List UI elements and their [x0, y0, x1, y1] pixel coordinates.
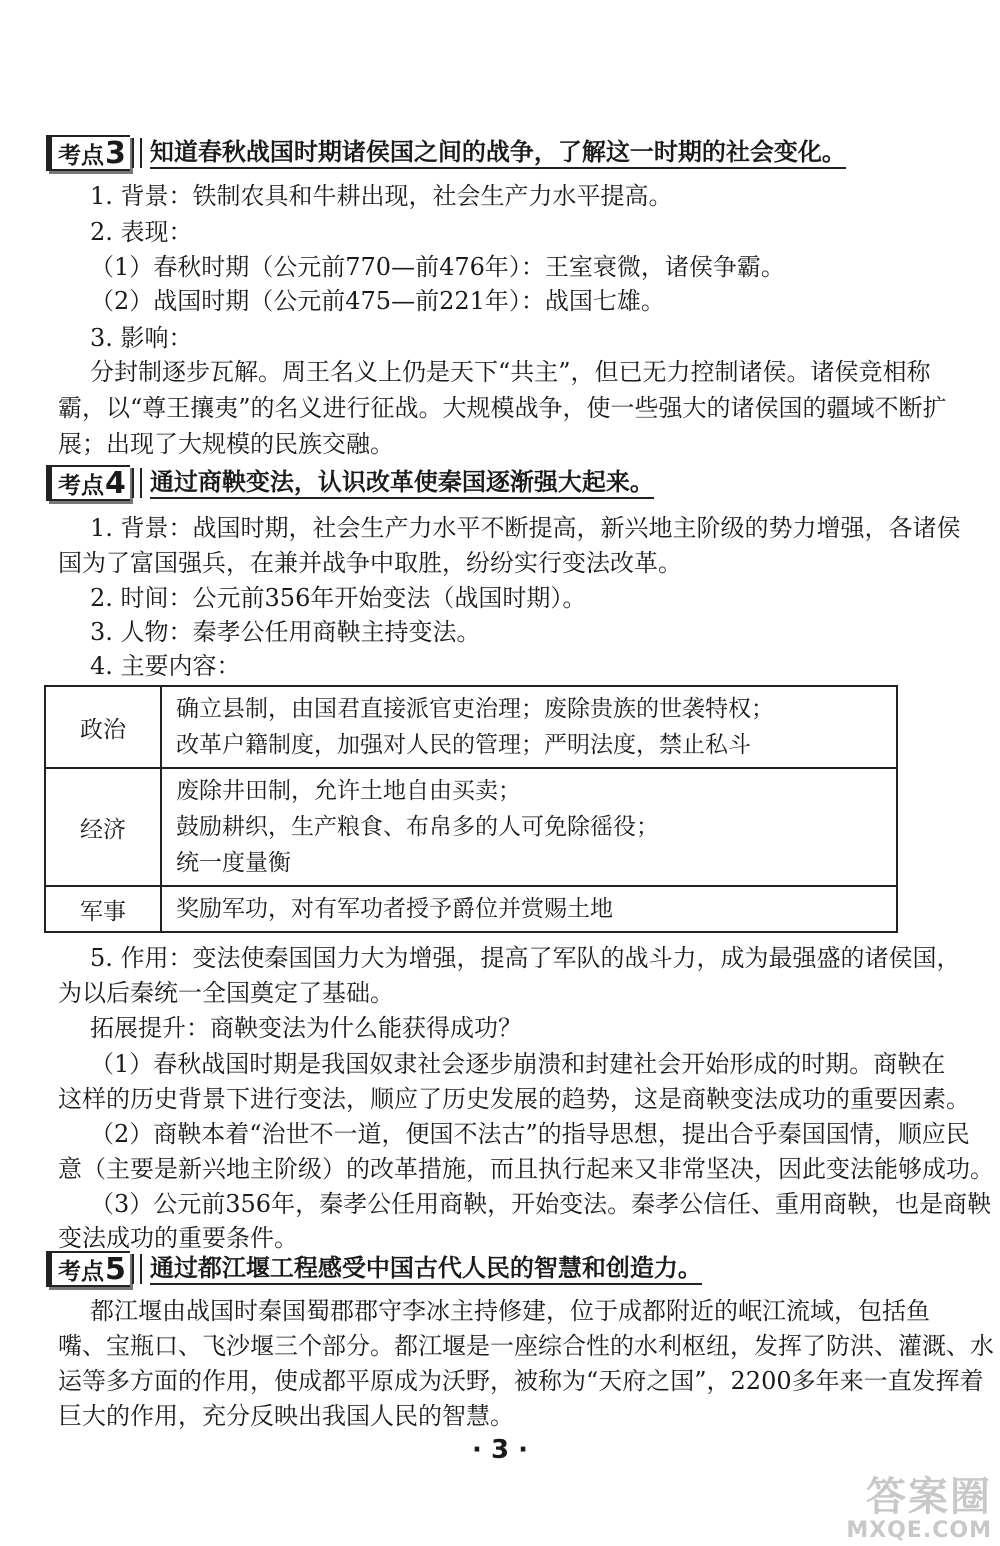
table-row — [45, 686, 897, 768]
page-number: · 3 · — [472, 1435, 528, 1465]
text-line: 嘴、宝瓶口、飞沙堰三个部分。都江堰是一座综合性的水利枢纽，发挥了防洪、灌溉、水 — [58, 1332, 994, 1360]
kaodian-badge: 考点 4 — [46, 465, 130, 501]
text-line: 分封制逐步瓦解。周王名义上仍是天下“共主”，但已无力控制诸侯。诸侯竞相称 — [90, 358, 931, 386]
text-line: （3）公元前356年，秦孝公任用商鞅，开始变法。秦孝公信任、重用商鞅，也是商鞅 — [90, 1190, 992, 1218]
section-heading-3 — [46, 136, 846, 170]
row-category: 政治 — [45, 686, 161, 768]
text-line: 3. 人物：秦孝公任用商鞅主持变法。 — [90, 618, 481, 646]
text-line: 1. 背景：铁制农具和牛耕出现，社会生产力水平提高。 — [90, 182, 673, 210]
watermark-logo — [846, 1476, 992, 1543]
text-line: 运等多方面的作用，使成都平原成为沃野，被称为“天府之国”，2200多年来一直发挥着 — [58, 1367, 984, 1395]
text-line: 拓展提升：商鞅变法为什么能获得成功？ — [90, 1014, 522, 1042]
row-category: 军事 — [45, 886, 161, 932]
table-row — [45, 768, 897, 886]
section-title: 通过都江堰工程感受中国古代人民的智慧和创造力。 — [150, 1253, 702, 1285]
row-item: 统一度量衡 — [176, 850, 291, 876]
text-line: （2）商鞅本着“治世不一道，便国不法古”的指导思想，提出合乎秦国国情，顺应民 — [90, 1120, 970, 1148]
text-line: 巨大的作用，充分反映出我国人民的智慧。 — [58, 1402, 514, 1430]
row-item: 改革户籍制度，加强对人民的管理；严明法度，禁止私斗 — [176, 732, 751, 758]
row-category: 经济 — [45, 768, 161, 886]
text-line: 4. 主要内容： — [90, 652, 241, 680]
text-line: 这样的历史背景下进行变法，顺应了历史发展的趋势，这是商鞅变法成功的重要因素。 — [58, 1085, 970, 1113]
text-line: 霸，以“尊王攘夷”的名义进行征战。大规模战争，使一些强大的诸侯国的疆域不断扩 — [58, 394, 947, 422]
text-line: 展；出现了大规模的民族交融。 — [58, 430, 394, 458]
row-item: 废除井田制，允许土地自由买卖； — [176, 778, 521, 804]
badge-separator — [132, 138, 142, 168]
row-item: 确立县制，由国君直接派官吏治理；废除贵族的世袭特权； — [176, 696, 774, 722]
text-line: 都江堰由战国时秦国蜀郡郡守李冰主持修建，位于成都附近的岷江流域，包括鱼 — [90, 1297, 930, 1325]
section-title: 知道春秋战国时期诸侯国之间的战争，了解这一时期的社会变化。 — [150, 137, 846, 169]
row-content — [161, 886, 897, 932]
row-content — [161, 686, 897, 768]
badge-separator — [132, 468, 142, 498]
row-item: 鼓励耕织，生产粮食、布帛多的人可免除徭役； — [176, 814, 659, 840]
row-content — [161, 768, 897, 886]
watermark-url: MXQE.COM — [846, 1518, 992, 1543]
section-heading-5 — [46, 1252, 702, 1286]
reform-content-table — [44, 685, 898, 933]
watermark-title: 答案圈 — [866, 1474, 992, 1520]
row-item: 奖励军功，对有军功者授予爵位并赏赐土地 — [176, 896, 613, 922]
text-line: 为以后秦统一全国奠定了基础。 — [58, 979, 394, 1007]
kaodian-badge: 考点 5 — [46, 1251, 130, 1287]
table-row — [45, 886, 897, 932]
badge-separator — [132, 1254, 142, 1284]
section-heading-4 — [46, 466, 654, 500]
text-line: 3. 影响： — [90, 324, 193, 352]
text-line: 变法成功的重要条件。 — [58, 1224, 298, 1252]
text-line: 5. 作用：变法使秦国国力大为增强，提高了军队的战斗力，成为最强盛的诸侯国， — [90, 944, 961, 972]
text-line: 1. 背景：战国时期，社会生产力水平不断提高，新兴地主阶级的势力增强，各诸侯 — [90, 514, 961, 542]
text-line: （1）春秋战国时期是我国奴隶社会逐步崩溃和封建社会开始形成的时期。商鞅在 — [90, 1050, 946, 1078]
text-line: 2. 时间：公元前356年开始变法（战国时期）。 — [90, 584, 587, 612]
section-title: 通过商鞅变法，认识改革使秦国逐渐强大起来。 — [150, 467, 654, 499]
kaodian-badge: 考点 3 — [46, 135, 130, 171]
text-line: 国为了富国强兵，在兼并战争中取胜，纷纷实行变法改革。 — [58, 549, 682, 577]
text-line: （2）战国时期（公元前475—前221年）：战国七雄。 — [90, 287, 665, 315]
text-line: （1）春秋时期（公元前770—前476年）：王室衰微，诸侯争霸。 — [90, 253, 785, 281]
text-line: 2. 表现： — [90, 218, 193, 246]
text-line: 意（主要是新兴地主阶级）的改革措施，而且执行起来又非常坚决，因此变法能够成功。 — [58, 1155, 994, 1183]
